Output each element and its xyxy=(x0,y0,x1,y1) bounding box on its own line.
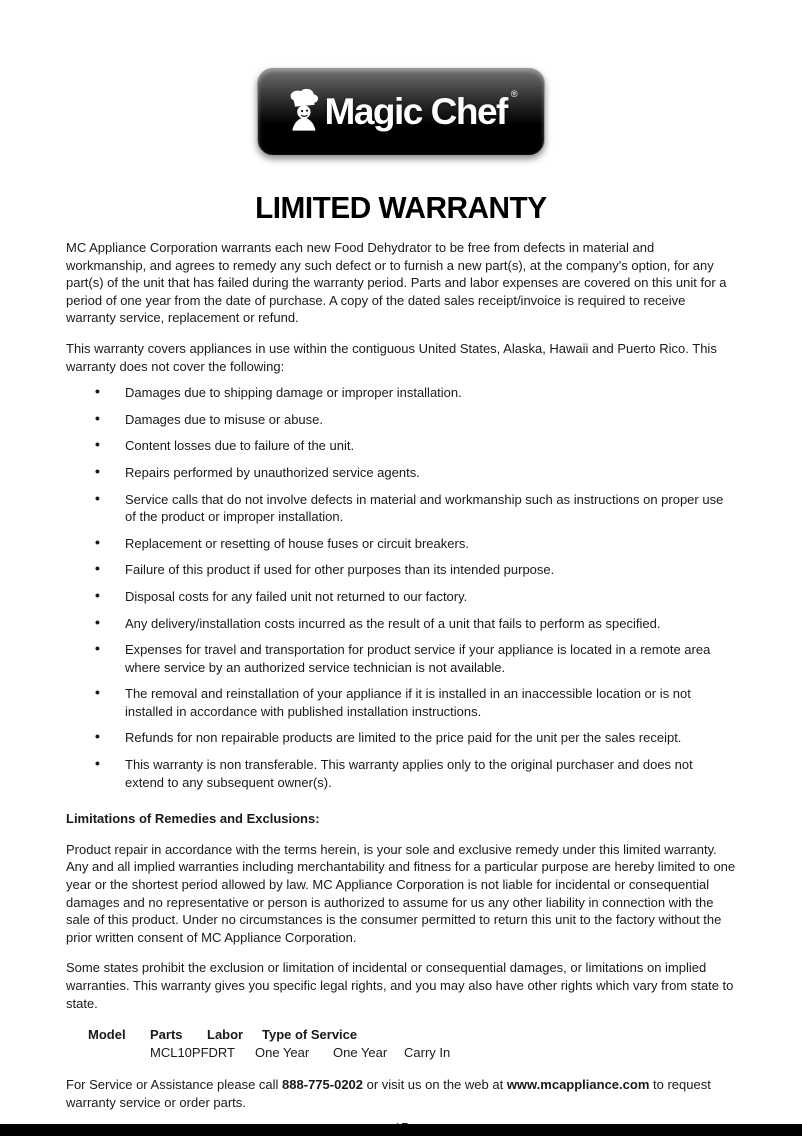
list-item xyxy=(66,588,736,606)
list-item xyxy=(66,384,736,402)
intro-paragraph: MC Appliance Corporation warrants each new Food Dehydrator to be free from defects in material and workmanship, and agrees to remedy any such defect or to furnish a new part(s), at the company's option, for any part(s) of the unit that has failed during the warranty period. Parts and labor expenses are covered on this unit for a period of one year from the date of purchase. A copy of the dated sales receipt/invoice is required to receive warranty service, replacement or refund. xyxy=(66,240,727,326)
list-item-text: Failure of this product if used for other purposes than its intended purpose. xyxy=(125,562,555,578)
page-bottom-edge xyxy=(0,1124,802,1136)
limitations-heading: Limitations of Remedies and Exclusions: xyxy=(66,811,320,827)
list-item-text: Replacement or resetting of house fuses or circuit breakers. xyxy=(125,535,469,551)
column-header-labor: Labor xyxy=(207,1027,244,1043)
chef-icon xyxy=(285,88,321,136)
document-body xyxy=(0,239,802,1136)
list-item-text: Content losses due to failure of the unit. xyxy=(125,438,355,454)
contact-text: or visit us on the web at xyxy=(363,1077,507,1093)
brand-name: Magic Chef xyxy=(324,91,507,132)
logo-container xyxy=(0,0,802,156)
list-item xyxy=(66,491,736,526)
list-item-text: Damages due to shipping damage or improper installation. xyxy=(125,385,462,401)
list-item-text: Disposal costs for any failed unit not returned to our factory. xyxy=(125,588,468,604)
page-title xyxy=(0,190,802,226)
list-item xyxy=(66,641,736,676)
coverage-paragraph: This warranty covers appliances in use within the contiguous United States, Alaska, Hawaii and Puerto Rico. This warranty does not cover the following: xyxy=(66,340,717,374)
list-item-text: Service calls that do not involve defects in material and workmanship such as instructions on proper use of the product or improper installation. xyxy=(125,491,724,525)
registered-mark: ® xyxy=(510,89,518,99)
list-item-text: Repairs performed by unauthorized service agents. xyxy=(125,464,420,480)
service-contact-paragraph xyxy=(66,1076,736,1111)
list-item-text: Expenses for travel and transportation for product service if your appliance is located in a remote area where service by an authorized service technician is not available. xyxy=(125,642,711,675)
service-table-header-row xyxy=(66,1027,736,1045)
service-type: Carry In xyxy=(404,1045,451,1061)
list-item xyxy=(66,464,736,482)
list-item-text: Damages due to misuse or abuse. xyxy=(125,411,323,427)
list-item xyxy=(66,756,736,791)
page-title-text: LIMITED WARRANTY xyxy=(255,190,547,225)
service-table-data-row xyxy=(66,1045,736,1063)
website-address: www.mcappliance.com xyxy=(506,1077,650,1093)
parts-coverage: One Year xyxy=(255,1045,310,1061)
contact-text: to request warranty service or order parts. xyxy=(66,1077,711,1110)
column-header-model: Model xyxy=(88,1027,126,1043)
list-item-text: The removal and reinstallation of your appliance if it is installed in an inaccessible location or is not installed in accordance with published installation instructions. xyxy=(125,686,691,719)
contact-text: For Service or Assistance please call xyxy=(66,1077,283,1093)
limitations-paragraph: Product repair in accordance with the terms herein, is your sole and exclusive remedy under this limited warranty. Any and all implied warranties including merchantability and fitness for a particular purpose are hereby limited to one year or the shortest period allowed by law. MC Appliance Corporation is not liable for incidental or consequential damages and no representative or person is authorized to assume for us any other liability in connection with the sale of this product. Under no circumstances is the consumer permitted to return this unit to the factory without the prior written consent of MC Appliance Corporation. xyxy=(66,841,736,945)
column-header-type-of-service: Type of Service xyxy=(262,1027,358,1043)
labor-coverage: One Year xyxy=(333,1045,388,1061)
list-item xyxy=(66,535,736,553)
list-item xyxy=(66,685,736,720)
list-item-text: This warranty is non transferable. This warranty applies only to the original purchaser and does not extend to any subsequent owner(s). xyxy=(125,757,693,790)
list-item xyxy=(66,561,736,579)
column-header-parts: Parts xyxy=(150,1027,183,1043)
state-rights-paragraph: Some states prohibit the exclusion or limitation of incidental or consequential damages, or limitations on implied warranties. This warranty gives you specific legal rights, and you may also have other rights which vary from state to state. xyxy=(66,960,734,1011)
list-item xyxy=(66,411,736,429)
service-table xyxy=(66,1027,736,1063)
phone-number: 888-775-0202 xyxy=(282,1077,364,1093)
list-item-text: Refunds for non repairable products are limited to the price paid for the unit per the sales receipt. xyxy=(125,730,682,746)
magic-chef-logo xyxy=(257,68,545,156)
list-item xyxy=(66,729,736,747)
model-number: MCL10PFDRT xyxy=(150,1045,236,1061)
exclusions-list xyxy=(66,384,736,791)
list-item xyxy=(66,615,736,633)
list-item-text: Any delivery/installation costs incurred as the result of a unit that fails to perform as specified. xyxy=(125,615,661,631)
list-item xyxy=(66,437,736,455)
